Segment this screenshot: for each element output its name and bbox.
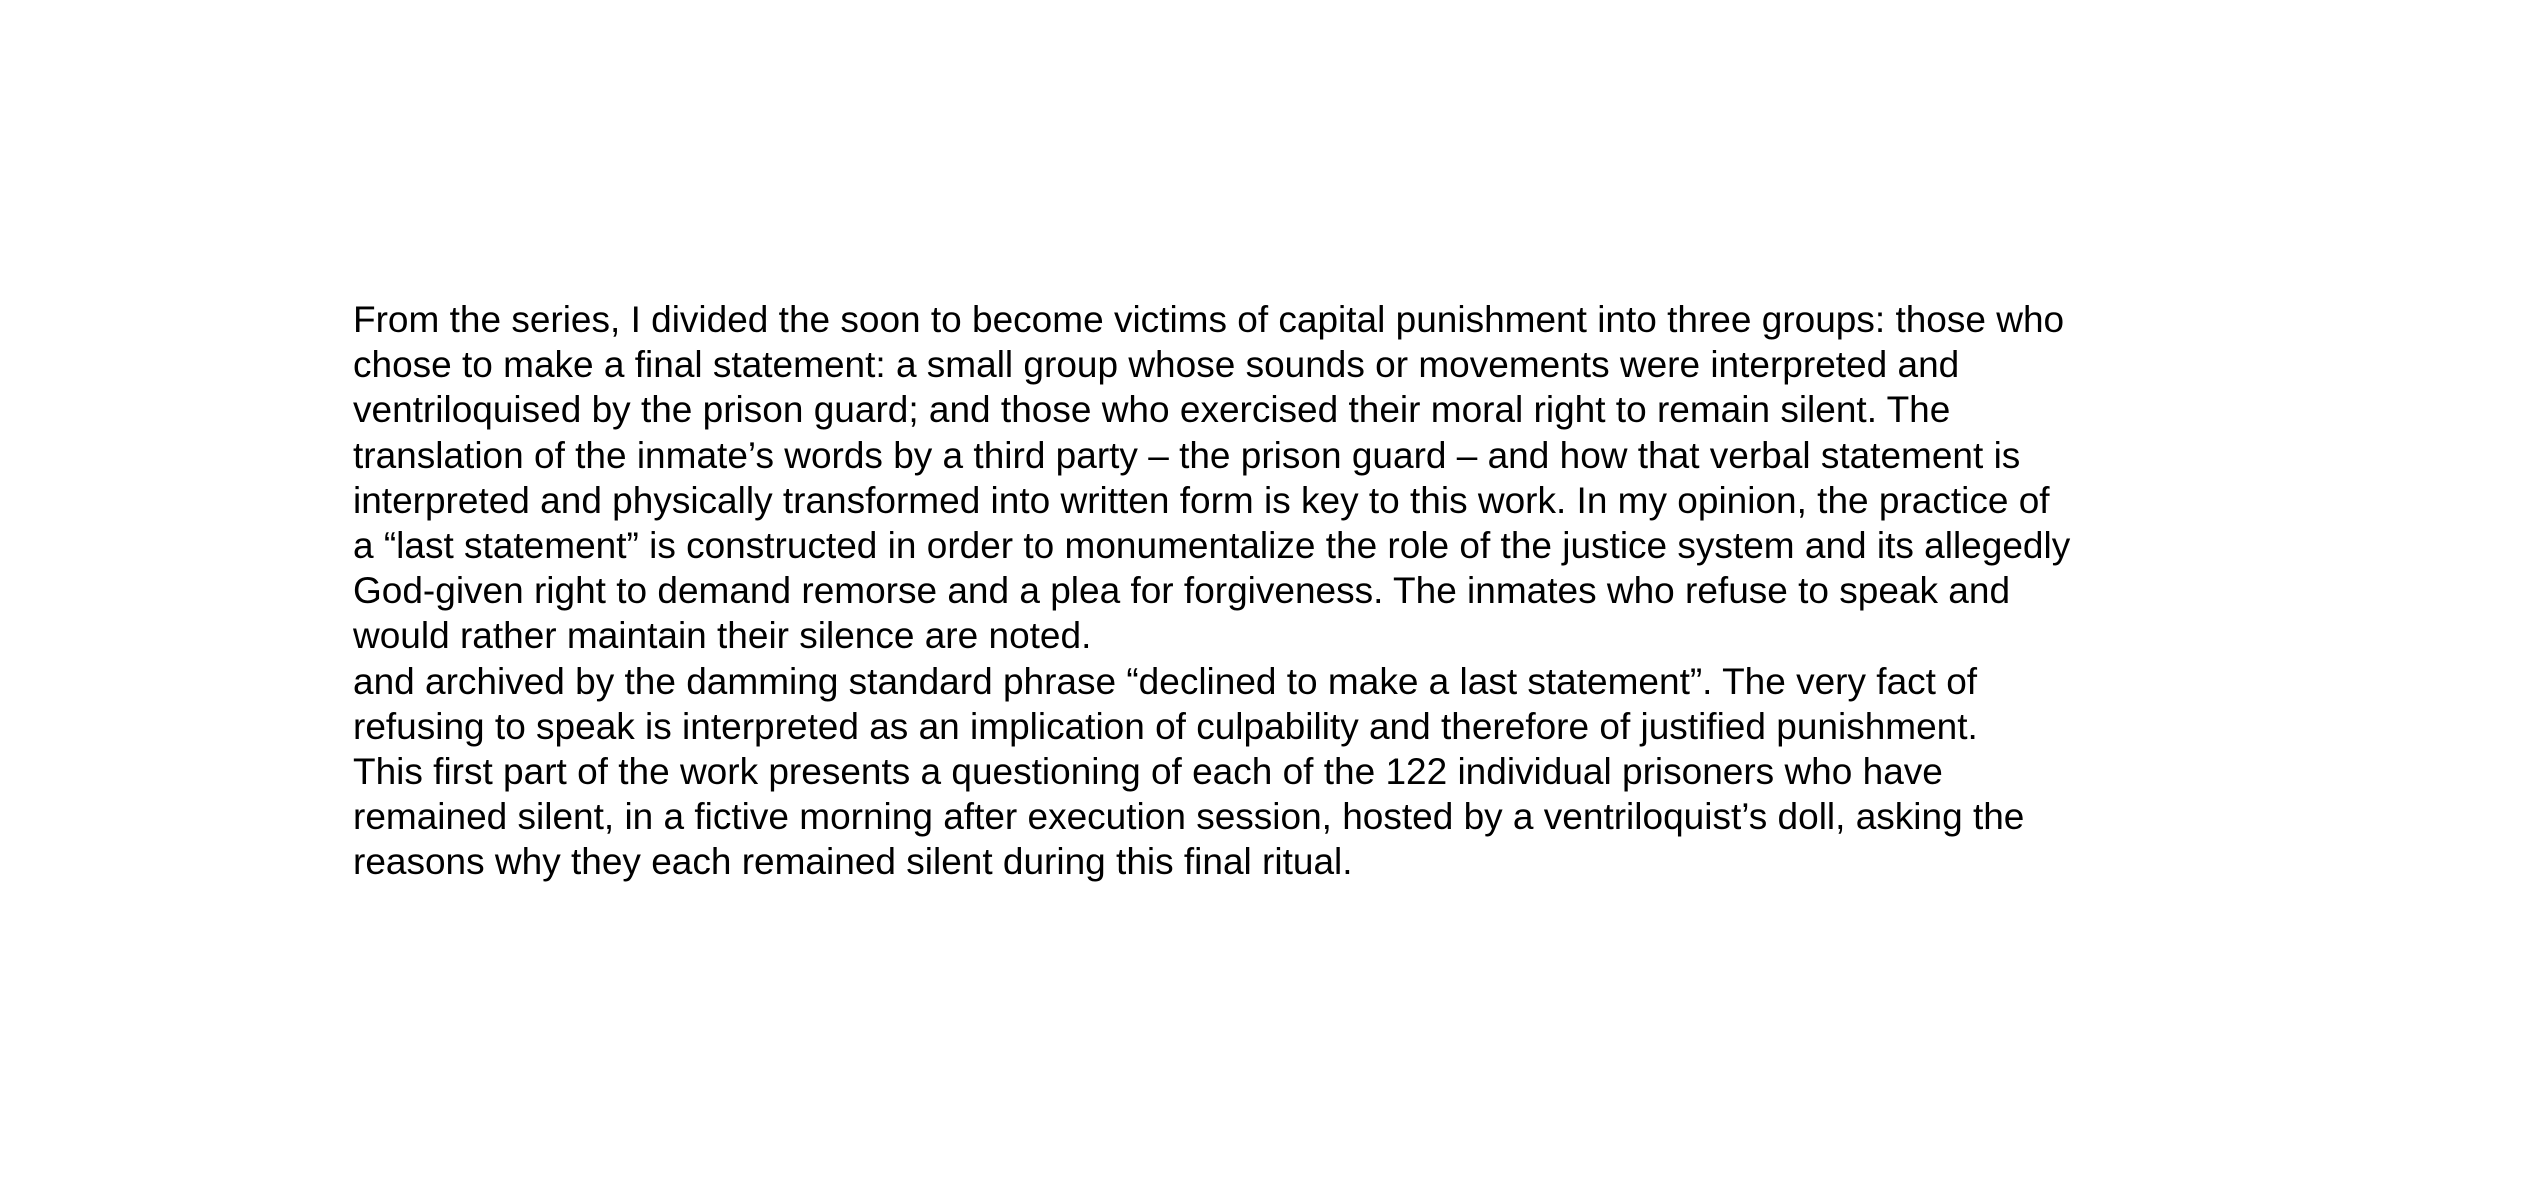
text-line: a “last statement” is constructed in order to monumentalize the role of the justice system and its allegedly — [353, 525, 2071, 567]
text-line: From the series, I divided the soon to become victims of capital punishment into three groups: those who — [353, 299, 2065, 340]
text-line: and archived by the damming standard phrase “declined to make a last statement”. The very fact of — [353, 660, 1978, 702]
text-line: ventriloquised by the prison guard; and those who exercised their moral right to remain silent. The — [353, 389, 1951, 431]
text-line: God-given right to demand remorse and a plea for forgiveness. The inmates who refuse to speak and — [353, 570, 2011, 612]
text-line: remained silent, in a fictive morning after execution session, hosted by a ventriloquist’s doll, asking the — [353, 796, 2025, 838]
text-line: This first part of the work presents a questioning of each of the 122 individual prisoners who have — [353, 751, 1943, 793]
text-line: reasons why they each remained silent during this final ritual. — [353, 841, 1353, 883]
body-text — [353, 297, 2173, 885]
text-line: translation of the inmate’s words by a third party – the prison guard – and how that verbal statement is — [353, 434, 2021, 476]
text-line: interpreted and physically transformed into written form is key to this work. In my opinion, the practice of — [353, 479, 2050, 521]
text-line: chose to make a final statement: a small group whose sounds or movements were interpreted and — [353, 344, 1960, 386]
text-line: refusing to speak is interpreted as an implication of culpability and therefore of justified punishment. — [353, 705, 1978, 747]
text-line: would rather maintain their silence are noted. — [353, 615, 1092, 657]
